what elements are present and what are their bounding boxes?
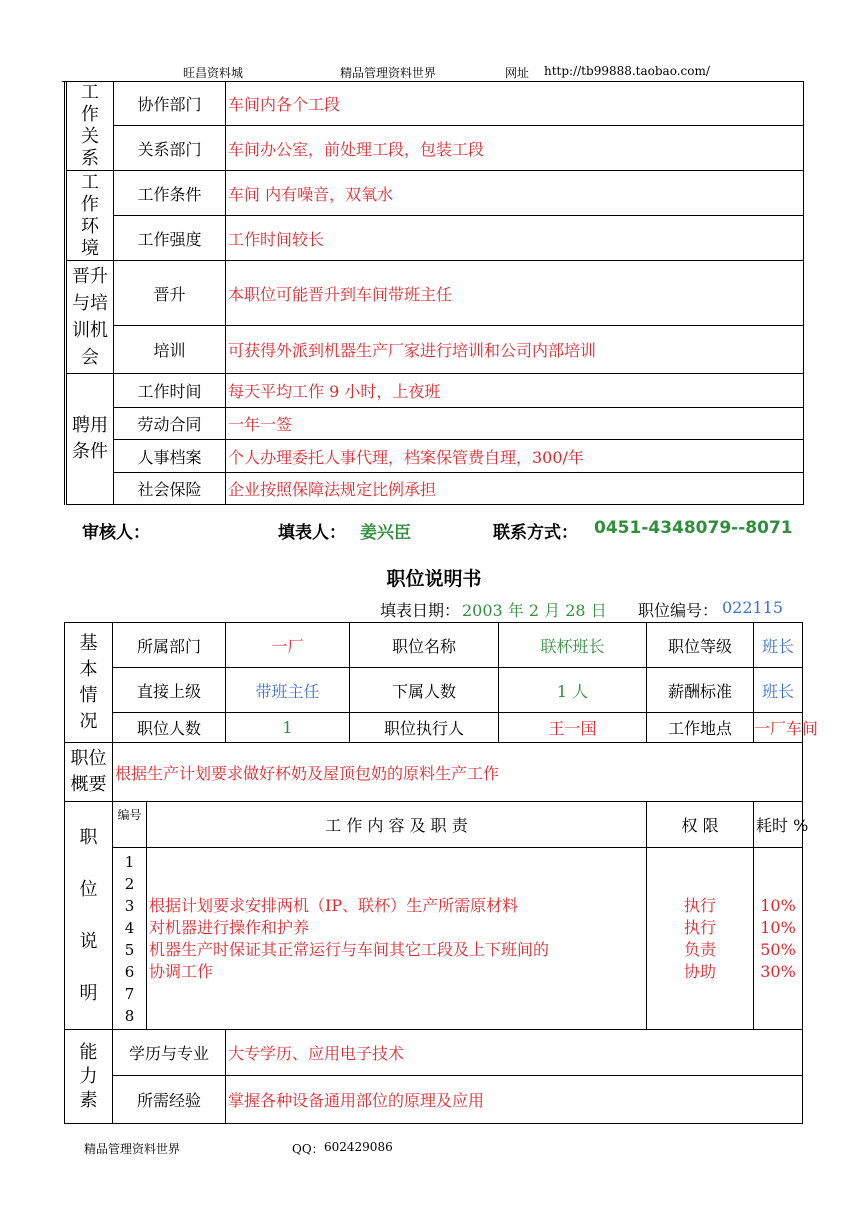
row-name: 晋升: [114, 261, 226, 326]
row-name: 工作强度: [114, 216, 226, 261]
duty-auth-header: 权 限: [647, 802, 754, 848]
place-label: 工作地点: [647, 713, 754, 743]
row-value: 企业按照保障法规定比例承担: [226, 473, 804, 505]
duty-line: 协调工作: [149, 961, 214, 981]
duty-line: 根据计划要求安排两机（IP、联杯）生产所需原材料: [149, 895, 519, 915]
duty-content-header: 工 作 内 容 及 职 责: [147, 802, 647, 848]
contact-label: 联系方式：: [493, 523, 578, 543]
row-value: 车间内各个工段: [226, 82, 804, 126]
duty-number: 3: [124, 896, 135, 915]
filler-name: 姜兴臣: [360, 523, 411, 543]
date-value: 2003 年 2 月 28 日: [462, 601, 607, 620]
job-description-table: [64, 622, 819, 1124]
place-value: 一厂车间: [754, 713, 803, 743]
duty-content: [147, 848, 647, 1030]
ability-label: 能力素: [65, 1030, 113, 1124]
date-label: 填表日期：: [380, 601, 461, 620]
row-name: 劳动合同: [114, 408, 226, 440]
footer-qq-value: 602429086: [324, 1140, 393, 1154]
duty-no-header: 编号: [113, 802, 147, 848]
row-name: 培训: [114, 326, 226, 374]
duty-auth: [647, 848, 754, 1030]
row-value: 车间办公室，前处理工段，包装工段: [226, 126, 804, 171]
row-name: 工作时间: [114, 374, 226, 408]
dept-label: 所属部门: [113, 623, 226, 668]
group-label-environment: 工作环境: [66, 171, 114, 261]
summary-value: 根据生产计划要求做好杯奶及屋顶包奶的原料生产工作: [113, 743, 803, 802]
title-label: 职位名称: [350, 623, 499, 668]
duty-number: 2: [124, 874, 135, 893]
duty-number: 1: [124, 852, 135, 871]
doc-title: 职位说明书: [386, 568, 482, 590]
contact-value: 0451-4348079--8071: [594, 518, 793, 538]
duty-auth-item: 协助: [684, 961, 717, 981]
exp-value: 掌握各种设备通用部位的原理及应用: [226, 1076, 803, 1124]
title-value: 联杯班长: [499, 623, 647, 668]
row-value: 本职位可能晋升到车间带班主任: [226, 261, 804, 326]
sub-value: 1 人: [499, 668, 647, 713]
footer-world: 精品管理资料世界: [84, 1142, 181, 1156]
job-conditions-table: [64, 81, 804, 505]
header-shop: 旺昌资料城: [183, 66, 244, 80]
group-label-relations: 工作关系: [66, 82, 114, 171]
exec-label: 职位执行人: [350, 713, 499, 743]
header-site-label: 网址: [505, 66, 530, 80]
edu-value: 大专学历、应用电子技术: [226, 1030, 803, 1076]
row-value: 每天平均工作 9 小时，上夜班: [226, 374, 804, 408]
group-label-promotion: 晋升与培训机会: [66, 261, 114, 374]
row-value: 一年一签: [226, 408, 804, 440]
row-name: 工作条件: [114, 171, 226, 216]
header-site-url[interactable]: http://tb99888.taobao.com/: [544, 64, 710, 78]
duty-time-header: 耗时 %: [754, 802, 803, 848]
row-name: 关系部门: [114, 126, 226, 171]
duty-auth-item: 执行: [684, 895, 717, 915]
group-label-employment: 聘用条件: [66, 374, 114, 505]
basic-label: 基本情况: [65, 623, 113, 743]
dept-value: 一厂: [226, 623, 350, 668]
duty-line: 机器生产时保证其正常运行与车间其它工段及上下班间的: [149, 939, 550, 959]
pay-label: 薪酬标准: [647, 668, 754, 713]
row-value: 个人办理委托人事代理，档案保管费自理，300/年: [226, 440, 804, 473]
duty-number: 7: [124, 984, 135, 1003]
duty-number: 4: [124, 918, 135, 937]
boss-label: 直接上级: [113, 668, 226, 713]
duty-numbers: [113, 848, 147, 1030]
duty-auth-item: 负责: [684, 939, 717, 959]
reviewer-label: 审核人：: [82, 523, 150, 543]
row-value: 可获得外派到机器生产厂家进行培训和公司内部培训: [226, 326, 804, 374]
boss-value: 带班主任: [226, 668, 350, 713]
duty-line: 对机器进行操作和护养: [149, 917, 310, 937]
filler-label: 填表人：: [278, 523, 346, 543]
count-label: 职位人数: [113, 713, 226, 743]
row-name: 协作部门: [114, 82, 226, 126]
duty-number: 6: [124, 962, 135, 981]
duty-time: [754, 848, 803, 1030]
code-value: 022115: [722, 598, 784, 617]
code-label: 职位编号：: [638, 601, 719, 620]
sub-label: 下属人数: [350, 668, 499, 713]
row-value: 车间 内有噪音，双氧水: [226, 171, 804, 216]
duty-auth-item: 执行: [684, 917, 717, 937]
duty-number: 5: [124, 940, 135, 959]
duty-number: 8: [124, 1006, 135, 1025]
grade-label: 职位等级: [647, 623, 754, 668]
summary-label: 职位概要: [65, 743, 113, 802]
duty-time-item: 30%: [760, 961, 796, 981]
row-name: 人事档案: [114, 440, 226, 473]
row-value: 工作时间较长: [226, 216, 804, 261]
duty-time-item: 10%: [760, 917, 796, 937]
duties-label: 职位说明: [65, 802, 113, 1030]
footer-qq-label: QQ：: [292, 1142, 324, 1156]
header-world: 精品管理资料世界: [340, 66, 437, 80]
duty-time-item: 10%: [760, 895, 796, 915]
count-value: 1: [226, 713, 350, 743]
row-name: 社会保险: [114, 473, 226, 505]
edu-label: 学历与专业: [113, 1030, 226, 1076]
duty-time-item: 50%: [760, 939, 796, 959]
grade-value: 班长: [754, 623, 803, 668]
exp-label: 所需经验: [113, 1076, 226, 1124]
exec-value: 王一国: [499, 713, 647, 743]
pay-value: 班长: [754, 668, 803, 713]
